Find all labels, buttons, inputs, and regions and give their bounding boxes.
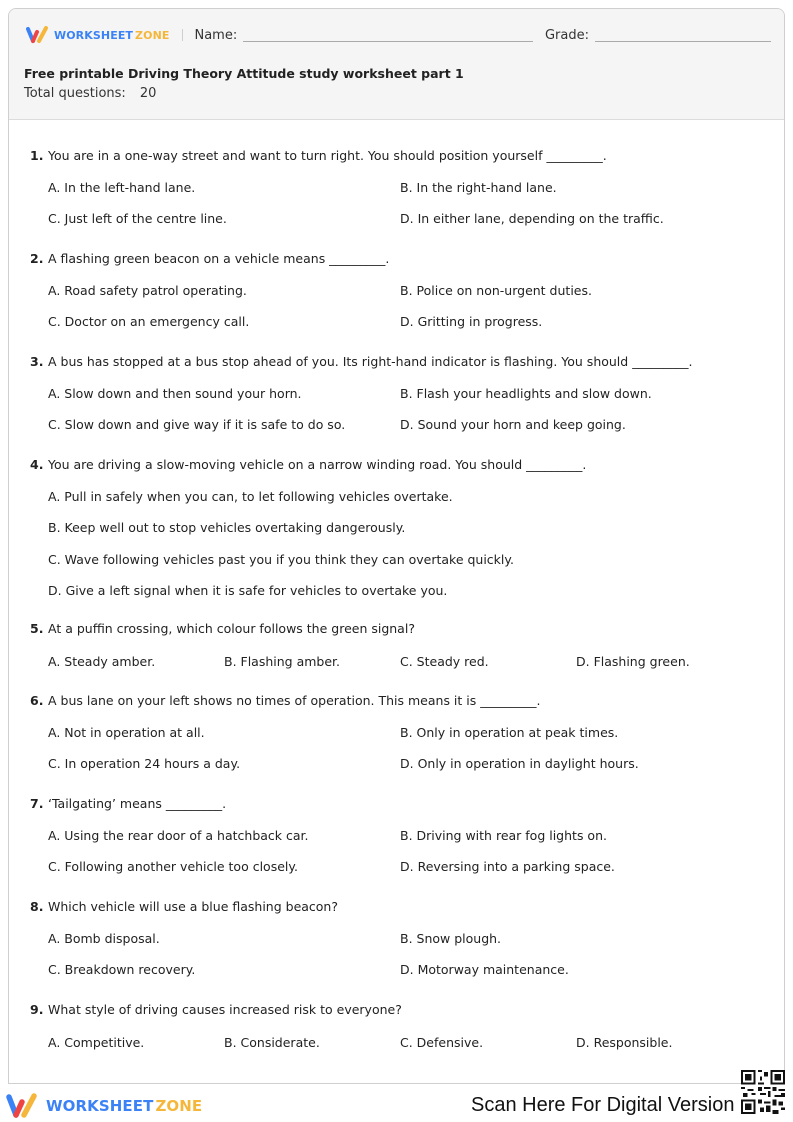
worksheetzone-logo[interactable]	[26, 26, 170, 44]
grade-label: Grade:	[544, 27, 589, 43]
footer-logo[interactable]	[6, 1093, 202, 1119]
question-text: Which vehicle will use a blue flashing beacon?	[48, 899, 338, 914]
question-stem	[30, 621, 415, 636]
qr-code-icon[interactable]	[741, 1070, 785, 1114]
divider	[182, 29, 183, 41]
name-label: Name:	[194, 27, 238, 43]
answer-option-a[interactable]: A. Not in operation at all.	[48, 724, 205, 740]
answer-option-d[interactable]: D. Flashing green.	[576, 653, 690, 669]
answer-option-b[interactable]: B. Flash your headlights and slow down.	[400, 385, 652, 401]
answer-option-b[interactable]: B. Only in operation at peak times.	[400, 724, 619, 740]
answer-option-b[interactable]: B. Flashing amber.	[224, 653, 341, 669]
question-text: ‘Tailgating’ means _________.	[48, 796, 227, 811]
name-field[interactable]	[243, 28, 533, 42]
logo-w-icon	[26, 26, 50, 44]
answer-option-a[interactable]: A. Pull in safely when you can, to let following vehicles overtake.	[48, 488, 453, 504]
question-text: You are driving a slow-moving vehicle on a narrow winding road. You should _________.	[48, 457, 587, 472]
grade-field[interactable]	[595, 28, 771, 42]
question-number: 6.	[30, 693, 44, 708]
answer-option-c[interactable]: C. Steady red.	[400, 653, 489, 669]
total-questions	[24, 86, 156, 101]
answer-option-c[interactable]: C. In operation 24 hours a day.	[48, 756, 241, 771]
answer-option-a[interactable]: A. Road safety patrol operating.	[48, 282, 247, 298]
question-number: 8.	[30, 899, 44, 914]
answer-option-a[interactable]: A. Competitive.	[48, 1034, 145, 1050]
brand-row	[26, 25, 771, 45]
answer-option-d[interactable]: D. Sound your horn and keep going.	[400, 417, 626, 432]
answer-option-d[interactable]: D. Only in operation in daylight hours.	[400, 756, 639, 771]
answer-option-b[interactable]: B. In the right-hand lane.	[400, 179, 557, 195]
question-stem	[30, 457, 586, 472]
answer-option-a[interactable]: A. In the left-hand lane.	[48, 179, 196, 195]
total-questions-value: 20	[139, 86, 157, 101]
question-text: A bus has stopped at a bus stop ahead of you. Its right-hand indicator is flashing. You should _________.	[48, 354, 693, 369]
question-number: 3.	[30, 354, 44, 369]
answer-option-d[interactable]: D. Responsible.	[576, 1034, 673, 1050]
logo-w-icon	[6, 1093, 40, 1119]
question-stem	[30, 251, 389, 266]
answer-option-a[interactable]: A. Steady amber.	[48, 653, 156, 669]
question-stem	[30, 693, 540, 708]
question-number: 2.	[30, 251, 44, 266]
logo-wordmark: WORKSHEET ZONE	[46, 1097, 203, 1115]
worksheet-header	[9, 9, 784, 120]
answer-option-c[interactable]: C. Slow down and give way if it is safe to do so.	[48, 417, 346, 432]
question-stem	[30, 148, 607, 163]
question-number: 7.	[30, 796, 44, 811]
answer-option-b[interactable]: B. Considerate.	[224, 1034, 320, 1050]
answer-option-c[interactable]: C. Defensive.	[400, 1034, 484, 1050]
answer-option-d[interactable]: D. Motorway maintenance.	[400, 962, 569, 977]
answer-option-c[interactable]: C. Breakdown recovery.	[48, 962, 196, 977]
scan-digital-version-text: Scan Here For Digital Version	[471, 1094, 735, 1116]
answer-option-c[interactable]: C. Doctor on an emergency call.	[48, 314, 250, 329]
question-text: A flashing green beacon on a vehicle means _________.	[48, 251, 390, 266]
answer-option-d[interactable]: D. Gritting in progress.	[400, 314, 543, 329]
question-text: You are in a one-way street and want to turn right. You should position yourself _________.	[48, 148, 607, 163]
question-number: 9.	[30, 1002, 44, 1017]
question-number: 5.	[30, 621, 44, 636]
answer-option-b[interactable]: B. Snow plough.	[400, 930, 502, 946]
answer-option-c[interactable]: C. Just left of the centre line.	[48, 211, 227, 226]
question-stem	[30, 1002, 402, 1017]
question-stem	[30, 899, 338, 914]
answer-option-a[interactable]: A. Using the rear door of a hatchback car.	[48, 827, 309, 843]
question-stem	[30, 796, 226, 811]
worksheet-title: Free printable Driving Theory Attitude study worksheet part 1	[24, 66, 464, 81]
answer-option-c[interactable]: C. Wave following vehicles past you if you think they can overtake quickly.	[48, 551, 514, 567]
answer-option-c[interactable]: C. Following another vehicle too closely.	[48, 859, 298, 874]
answer-option-a[interactable]: A. Slow down and then sound your horn.	[48, 385, 302, 401]
question-text: What style of driving causes increased risk to everyone?	[48, 1002, 402, 1017]
total-questions-label: Total questions:	[24, 86, 126, 101]
answer-option-a[interactable]: A. Bomb disposal.	[48, 930, 160, 946]
answer-option-d[interactable]: D. Give a left signal when it is safe for vehicles to overtake you.	[48, 583, 448, 598]
worksheet-page	[8, 8, 785, 1084]
question-stem	[30, 354, 692, 369]
answer-option-d[interactable]: D. In either lane, depending on the traffic.	[400, 211, 664, 226]
answer-option-b[interactable]: B. Keep well out to stop vehicles overtaking dangerously.	[48, 520, 406, 535]
answer-option-b[interactable]: B. Police on non-urgent duties.	[400, 282, 592, 298]
logo-wordmark: WORKSHEET ZONE	[54, 28, 170, 42]
question-number: 4.	[30, 457, 44, 472]
question-text: At a puffin crossing, which colour follows the green signal?	[48, 621, 415, 636]
question-text: A bus lane on your left shows no times of operation. This means it is _________.	[48, 693, 541, 708]
answer-option-b[interactable]: B. Driving with rear fog lights on.	[400, 827, 607, 843]
answer-option-d[interactable]: D. Reversing into a parking space.	[400, 859, 615, 874]
question-number: 1.	[30, 148, 44, 163]
